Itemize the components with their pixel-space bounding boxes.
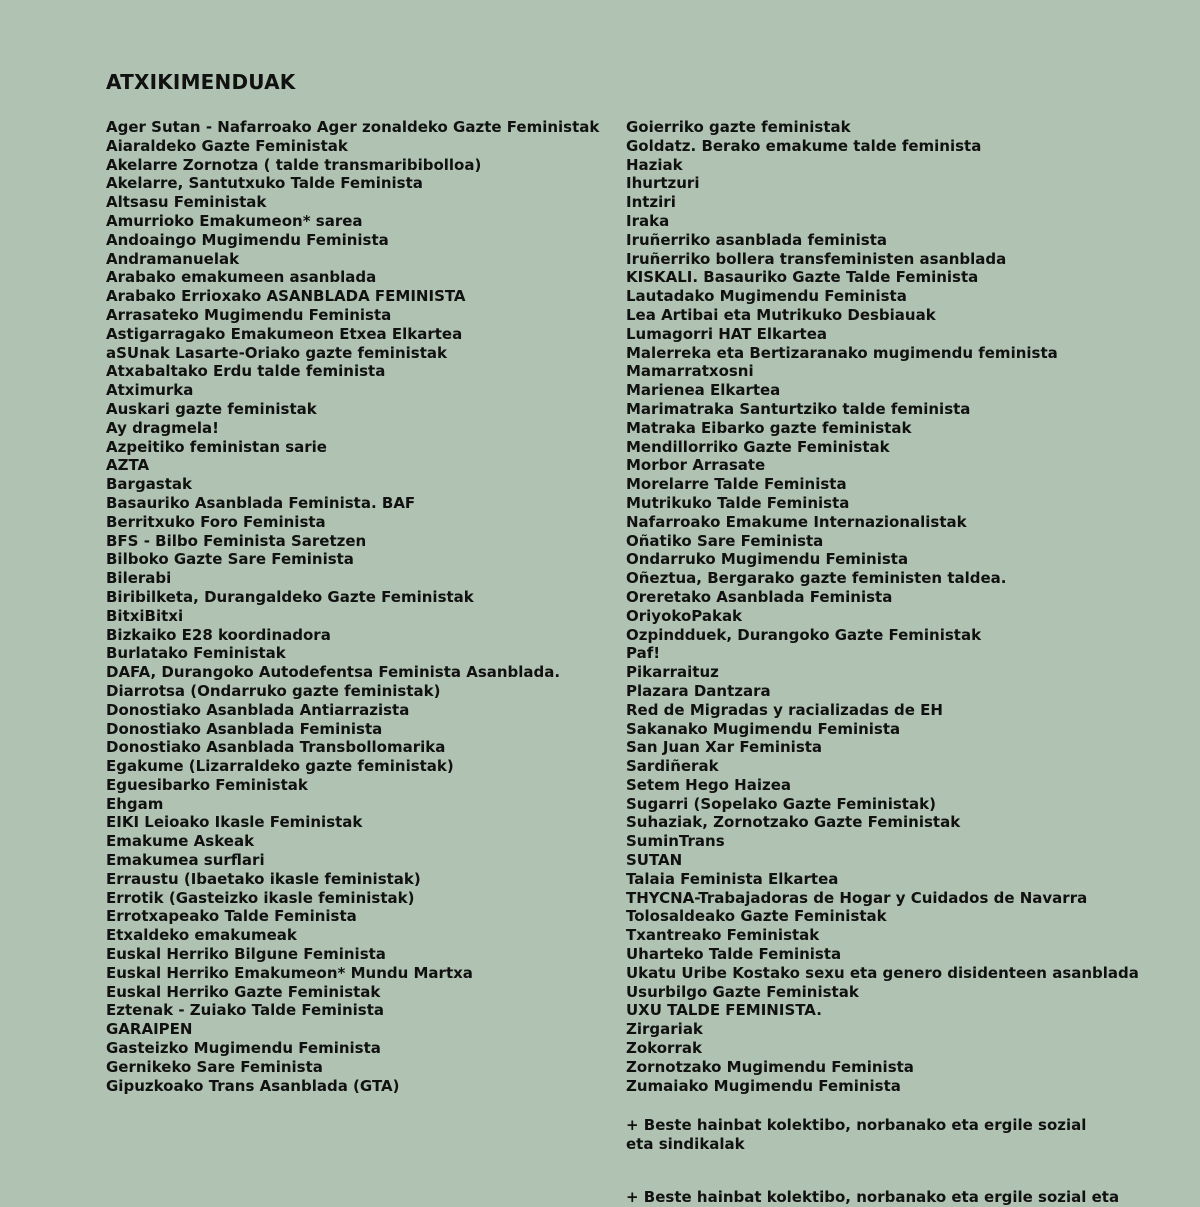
organization-item: Lautadako Mugimendu Feminista (626, 287, 907, 306)
organization-item: Sardiñerak (626, 757, 719, 776)
page-title: ATXIKIMENDUAK (106, 70, 296, 94)
organization-item: Marimatraka Santurtziko talde feminista (626, 399, 971, 418)
organization-item: Akelarre, Santutxuko Talde Feminista (106, 174, 423, 193)
organization-item: Atxabaltako Erdu talde feminista (106, 362, 386, 381)
cut-off-footer-note: + Beste hainbat kolektibo, norbanako eta ergile sozial eta (626, 1188, 1120, 1206)
organization-item: Paf! (626, 644, 661, 663)
organization-item: Txantreako Feministak (626, 926, 820, 945)
organization-item: Berritxuko Foro Feminista (106, 512, 326, 531)
organization-item: Bizkaiko E28 koordinadora (106, 625, 331, 644)
organization-item: Lea Artibai eta Mutrikuko Desbiauak (626, 305, 936, 324)
organization-item: Goldatz. Berako emakume talde feminista (626, 136, 982, 155)
organization-item: Donostiako Asanblada Antiarrazista (106, 700, 410, 719)
organization-item: OriyokoPakak (626, 606, 743, 625)
organization-item: Astigarragako Emakumeon Etxea Elkartea (106, 324, 463, 343)
organization-item: Zirgariak (626, 1020, 703, 1039)
organization-item: Amurrioko Emakumeon* sarea (106, 211, 363, 230)
organization-item: Andoaingo Mugimendu Feminista (106, 230, 389, 249)
organization-item: Marienea Elkartea (626, 381, 781, 400)
organization-item: Iraka (626, 211, 670, 230)
organization-item: Lumagorri HAT Elkartea (626, 324, 827, 343)
organization-item: Intziri (626, 193, 676, 212)
organization-item: Bilboko Gazte Sare Feminista (106, 550, 354, 569)
organization-item: EIKI Leioako Ikasle Feministak (106, 813, 363, 832)
organization-item: Emakumea surflari (106, 851, 265, 870)
organization-item: KISKALI. Basauriko Gazte Talde Feminista (626, 268, 979, 287)
organization-item: Mamarratxosni (626, 362, 754, 381)
organization-item: Nafarroako Emakume Internazionalistak (626, 512, 967, 531)
organization-item: Gipuzkoako Trans Asanblada (GTA) (106, 1076, 400, 1095)
organization-item: Uharteko Talde Feminista (626, 945, 842, 964)
organization-item: Sakanako Mugimendu Feminista (626, 719, 901, 738)
organization-item: Mendillorriko Gazte Feministak (626, 437, 890, 456)
organization-item: aSUnak Lasarte-Oriako gazte feministak (106, 343, 447, 362)
organization-item: Haziak (626, 155, 683, 174)
organization-item: Arrasateko Mugimendu Feminista (106, 305, 392, 324)
organization-item: Donostiako Asanblada Feminista (106, 719, 383, 738)
right-organization-list (626, 118, 1146, 1095)
organization-item: Iruñerriko asanblada feminista (626, 230, 887, 249)
organization-item: Altsasu Feministak (106, 193, 267, 212)
organization-item: BitxiBitxi (106, 606, 184, 625)
organization-item: Ay dragmela! (106, 418, 219, 437)
organization-item: Suhaziak, Zornotzako Gazte Feministak (626, 813, 961, 832)
organization-item: Oreretako Asanblada Feminista (626, 587, 893, 606)
organization-item: Zornotzako Mugimendu Feminista (626, 1057, 914, 1076)
organization-item: Donostiako Asanblada Transbollomarika (106, 738, 446, 757)
organization-item: Akelarre Zornotza ( talde transmaribibolloa) (106, 155, 482, 174)
organization-item: Gasteizko Mugimendu Feminista (106, 1039, 381, 1058)
organization-item: Pikarraituz (626, 663, 719, 682)
organization-item: Ukatu Uribe Kostako sexu eta genero disidenteen asanblada (626, 963, 1139, 982)
organization-item: Tolosaldeako Gazte Feministak (626, 907, 887, 926)
organization-item: Etxaldeko emakumeak (106, 926, 297, 945)
organization-item: Azpeitiko feministan sarie (106, 437, 327, 456)
organization-item: DAFA, Durangoko Autodefentsa Feminista Asanblada. (106, 663, 561, 682)
organization-item: Biribilketa, Durangaldeko Gazte Feministak (106, 587, 474, 606)
organization-item: Mutrikuko Talde Feminista (626, 493, 850, 512)
organization-item: Bilerabi (106, 569, 172, 588)
organization-item: Ozpindduek, Durangoko Gazte Feministak (626, 625, 982, 644)
organization-item: THYCNA-Trabajadoras de Hogar y Cuidados de Navarra (626, 888, 1088, 907)
organization-item: Oñatiko Sare Feminista (626, 531, 824, 550)
organization-item: BFS - Bilbo Feminista Saretzen (106, 531, 367, 550)
organization-item: Talaia Feminista Elkartea (626, 869, 839, 888)
organization-item: Diarrotsa (Ondarruko gazte feministak) (106, 681, 441, 700)
organization-item: Burlatako Feministak (106, 644, 286, 663)
organization-item: Iruñerriko bollera transfeministen asanblada (626, 249, 1007, 268)
organization-item: Setem Hego Haizea (626, 775, 792, 794)
organization-item: Morbor Arrasate (626, 456, 766, 475)
footer-note: + Beste hainbat kolektibo, norbanako eta ergile sozial eta sindikalak (626, 1116, 1087, 1153)
organization-item: Oñeztua, Bergarako gazte feministen taldea. (626, 569, 1007, 588)
organization-item: Eguesibarko Feministak (106, 775, 308, 794)
organization-item: Arabako Errioxako ASANBLADA FEMINISTA (106, 287, 466, 306)
organization-item: Red de Migradas y racializadas de EH (626, 700, 943, 719)
organization-item: Usurbilgo Gazte Feministak (626, 982, 859, 1001)
organization-item: Euskal Herriko Emakumeon* Mundu Martxa (106, 963, 473, 982)
organization-item: Euskal Herriko Bilgune Feminista (106, 945, 386, 964)
organization-item: San Juan Xar Feminista (626, 738, 823, 757)
organization-item: Morelarre Talde Feminista (626, 475, 847, 494)
organization-item: Emakume Askeak (106, 832, 255, 851)
organization-item: Plazara Dantzara (626, 681, 771, 700)
organization-item: GARAIPEN (106, 1020, 193, 1039)
organization-item: Malerreka eta Bertizaranako mugimendu feminista (626, 343, 1058, 362)
organization-item: Andramanuelak (106, 249, 240, 268)
organization-item: Ehgam (106, 794, 164, 813)
organization-item: Ondarruko Mugimendu Feminista (626, 550, 909, 569)
organization-item: Basauriko Asanblada Feminista. BAF (106, 493, 416, 512)
organization-item: UXU TALDE FEMINISTA. (626, 1001, 822, 1020)
organization-item: Errotik (Gasteizko ikasle feministak) (106, 888, 415, 907)
organization-item: Goierriko gazte feministak (626, 118, 851, 136)
organization-item: Auskari gazte feministak (106, 399, 317, 418)
organization-item: Eztenak - Zuiako Talde Feminista (106, 1001, 385, 1020)
organization-item: Arabako emakumeen asanblada (106, 268, 377, 287)
left-organization-list (106, 118, 606, 1095)
organization-item: Ager Sutan - Nafarroako Ager zonaldeko Gazte Feministak (106, 118, 600, 136)
organization-item: Errotxapeako Talde Feminista (106, 907, 357, 926)
organization-item: Aiaraldeko Gazte Feministak (106, 136, 348, 155)
organization-item: Zokorrak (626, 1039, 702, 1058)
organization-item: SuminTrans (626, 832, 725, 851)
organization-item: Bargastak (106, 475, 193, 494)
organization-item: Matraka Eibarko gazte feministak (626, 418, 912, 437)
organization-item: SUTAN (626, 851, 683, 870)
organization-item: AZTA (106, 456, 150, 475)
organization-item: Egakume (Lizarraldeko gazte feministak) (106, 757, 454, 776)
organization-item: Euskal Herriko Gazte Feministak (106, 982, 381, 1001)
organization-item: Ihurtzuri (626, 174, 700, 193)
organization-item: Atximurka (106, 381, 194, 400)
organization-item: Zumaiako Mugimendu Feminista (626, 1076, 901, 1095)
organization-item: Sugarri (Sopelako Gazte Feministak) (626, 794, 936, 813)
organization-item: Erraustu (Ibaetako ikasle feministak) (106, 869, 421, 888)
organization-item: Gernikeko Sare Feminista (106, 1057, 323, 1076)
